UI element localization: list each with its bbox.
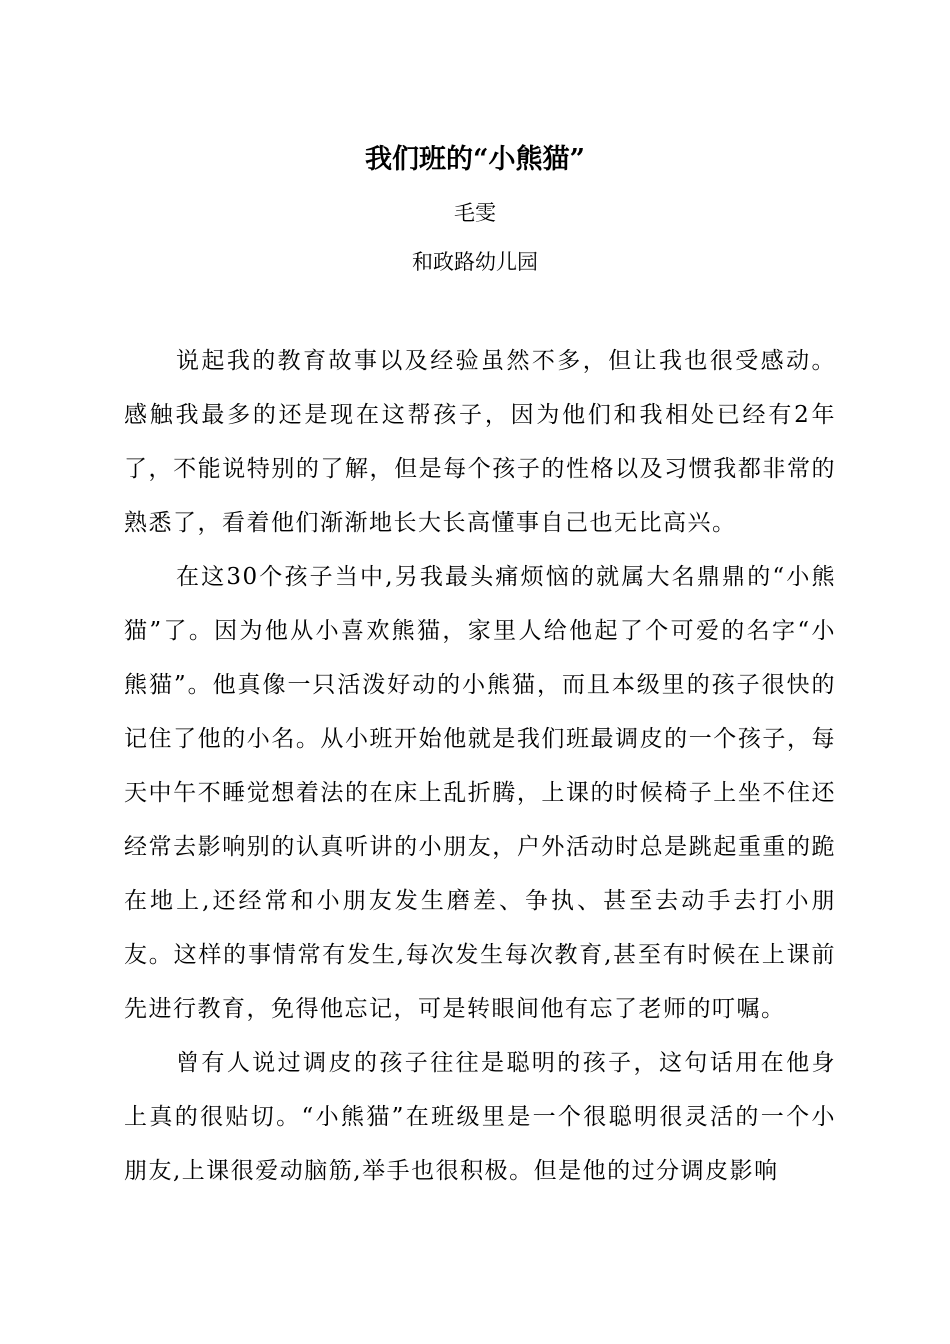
paragraph-2: 在这30个孩子当中,另我最头痛烦恼的就属大名鼎鼎的“小熊猫”了。因为他从小喜欢熊猫，家里人给他起了个可爱的名字“小熊猫”。他真像一只活泼好动的小熊猫，而且本级里的孩子很快的记住了他的小名。从小班开始他就是我们班最调皮的一个孩子，每天中午不睡觉想着法的在床上乱折腾，上课的时候椅子上坐不住还经常去影响别的认真听讲的小朋友，户外活动时总是跳起重重的跪在地上,还经常和小朋友发生磨差、争执、甚至去动手去打小朋友。这样的事情常有发生,每次发生每次教育,甚至有时候在上课前先进行教育，免得他忘记，可是转眼间他有忘了老师的叮嘱。 — [124, 564, 836, 1022]
document-title: 我们班的“小熊猫” — [364, 144, 586, 175]
paragraph-3: 曾有人说过调皮的孩子往往是聪明的孩子，这句话用在他身上真的很贴切。“小熊猫”在班级里是一个很聪明很灵活的一个小朋友,上课很爱动脑筋,举手也很积极。但是他的过分调皮影响 — [124, 1050, 836, 1184]
paragraph-1: 说起我的教育故事以及经验虽然不多，但让我也很受感动。感触我最多的还是现在这帮孩子，因为他们和我相处已经有2年了，不能说特别的了解，但是每个孩子的性格以及习惯我都非常的熟悉了，看着他们渐渐地长大长高懂事自己也无比高兴。 — [124, 348, 836, 536]
author-name: 毛雯 — [454, 201, 496, 225]
school-name: 和政路幼儿园 — [412, 250, 538, 274]
body-text — [124, 334, 836, 1198]
